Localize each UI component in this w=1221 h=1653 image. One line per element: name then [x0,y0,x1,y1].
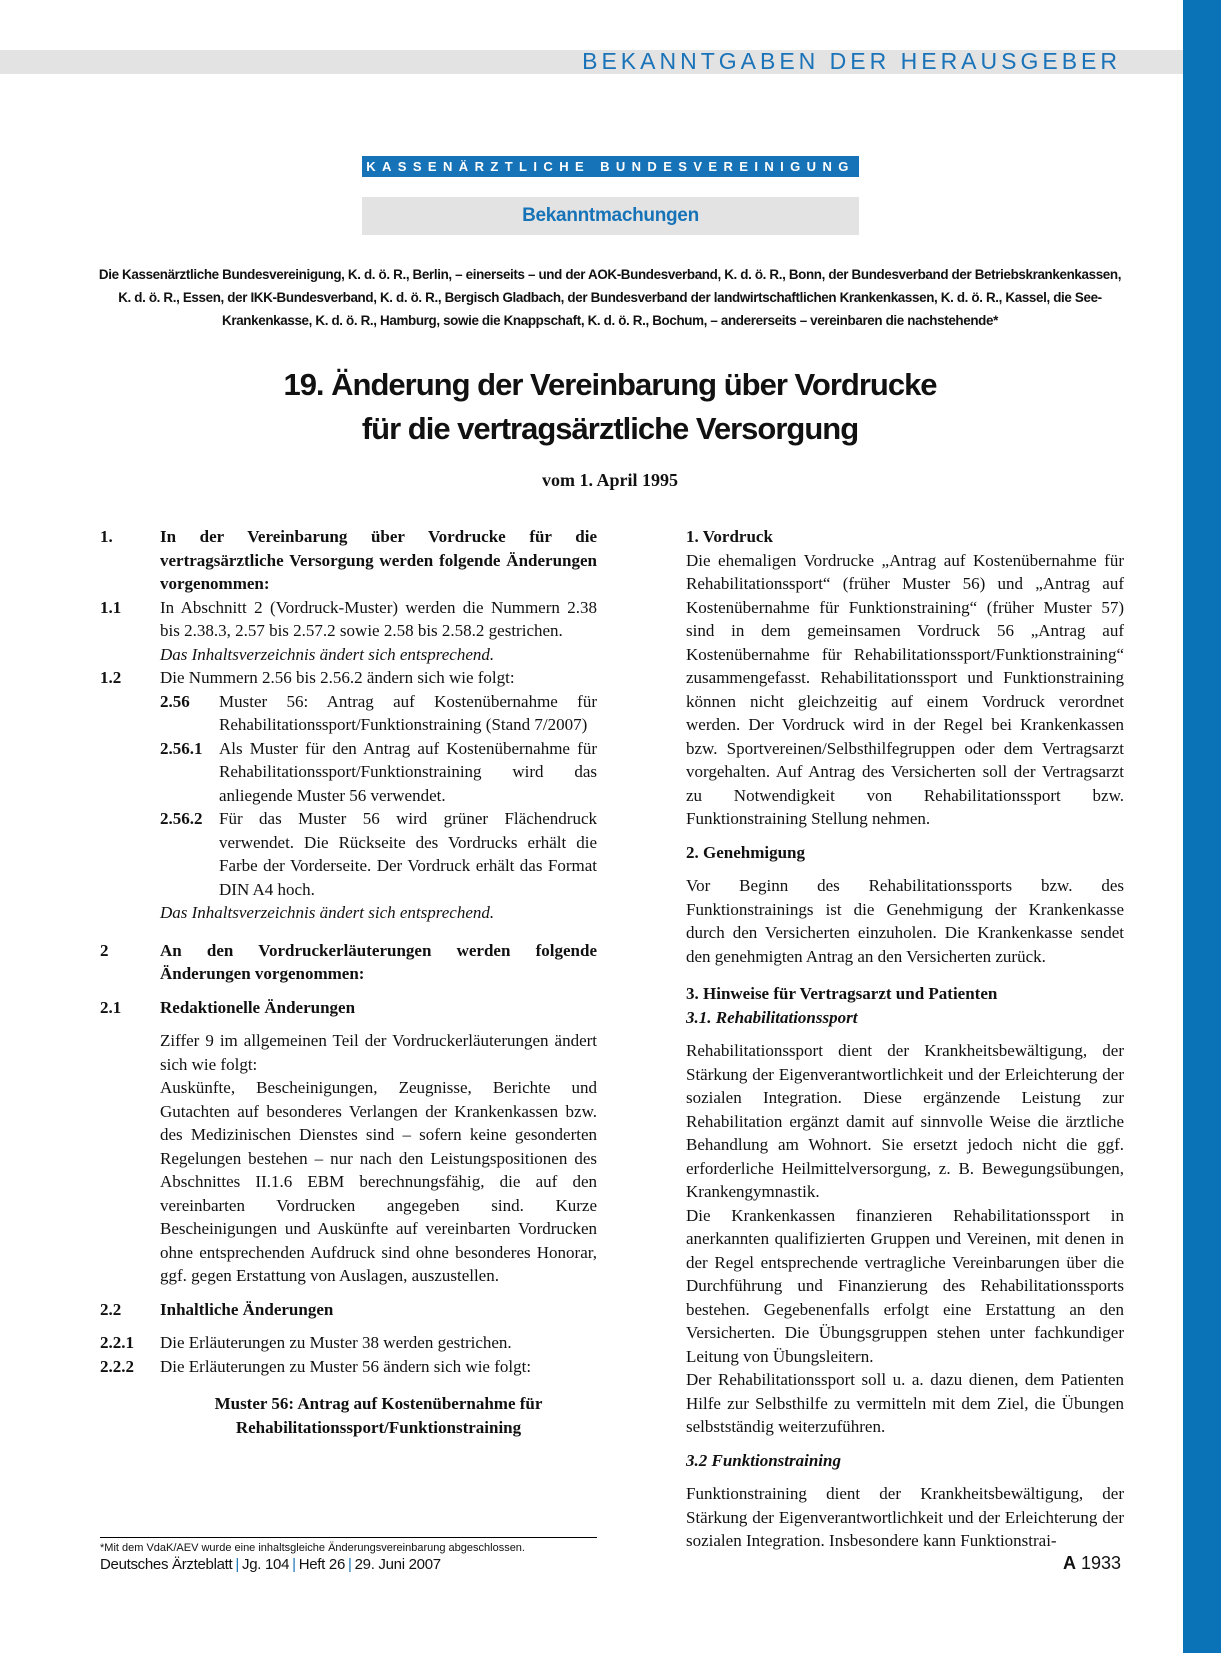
section-number: 2.2.1 [100,1333,134,1352]
journal-issue: Heft 26 [298,1556,345,1573]
right-column [686,525,1124,1553]
section-text: In der Vereinbarung über Vordrucke für die vertragsärztliche Versorgung werden folgende Änderungen vorgenommen: [160,527,597,593]
subheading: 1. Vordruck [686,527,773,546]
section-note: Das Inhaltsverzeichnis ändert sich entsprechend. [160,903,495,922]
section-text: Die Erläuterungen zu Muster 56 ändern sich wie folgt: [160,1356,532,1376]
section-note: Das Inhaltsverzeichnis ändert sich entsprechend. [160,644,495,664]
section-1-1 [100,596,597,643]
subheading-italic: 3.2 Funktionstraining [686,1450,841,1470]
page-number [1063,1553,1121,1574]
parties-paragraph: Die Kassenärztliche Bundesvereinigung, K. d. ö. R., Berlin, – einerseits – und der AOK-Bundesverband, K. d. ö. R., Bonn, der Bundesverband der Betriebskrankenkassen, K. d. ö. R., Essen, der IKK-Bundesverband, K. d. ö. R., Bergisch Gladbach, der Bundesverband der landwirtschaftlichen Krankenkassen, K. d. ö. R., Kassel, die See-Krankenkasse, K. d. ö. R., Hamburg, sowie die Knappschaft, K. d. ö. R., Bochum, – andererseits – vereinbaren die nachstehende* [98,267,1122,328]
section-2-2-2 [100,1355,597,1379]
section-title: Redaktionelle Änderungen [160,997,356,1017]
section-number: 2.2.2 [100,1356,134,1376]
section-1-2 [100,666,597,690]
section-paragraph: Ziffer 9 im allgemeinen Teil der Vordruckerläuterungen ändert sich wie folgt: [160,1031,597,1074]
title-line-2: für die vertragsärztliche Versorgung [361,411,859,446]
category-band: Bekanntmachungen [362,197,859,235]
section-1 [100,525,597,596]
section-number: 1.1 [100,597,122,617]
subheading: 3. Hinweise für Vertragsarzt und Patienten [686,984,998,1003]
section-2 [100,939,597,986]
form-heading: Muster 56: Antrag auf Kostenübernahme für Rehabilitationssport/Funktionstraining [214,1394,543,1437]
footnote-rule [100,1537,597,1538]
paragraph: Vor Beginn des Rehabilitationssports bzw. des Funktionstrainings ist die Genehmigung der Krankenkasse durch den Versicherten einzuholen. Die Krankenkasse sendet den genehmigten Antrag an den Versicherten zurück. [686,876,1124,966]
title-line-1: 19. Änderung der Vereinbarung über Vordrucke [283,367,937,402]
section-number: 2.1 [100,997,122,1017]
page-value: 1933 [1080,1553,1121,1573]
subsection-2-56-1 [160,737,597,808]
subsection-text: Muster 56: Antrag auf Kostenübernahme für Rehabilitationssport/Funktionstraining (Stand 7/2007) [219,691,597,734]
section-paragraph: Auskünfte, Bescheinigungen, Zeugnisse, Berichte und Gutachten auf besonderes Verlangen der Krankenkassen bzw. des Medizinischen Dienstes sind – sofern keine gesonderten Regelungen bestehen – nur nach den Leistungspositionen des Abschnittes II.1.6 EBM berechnungsfähig, die auf den vereinbarten Vordrucken angegeben sind. Kurze Bescheinigungen und Auskünfte auf vereinbarten Vordrucken ohne entsprechenden Aufdruck sind ohne besonderes Honorar, ggf. gegen Erstattung von Auslagen, auszustellen. [160,1078,597,1285]
subsection-number: 2.56.1 [160,738,203,758]
paragraph: Funktionstraining dient der Krankheitsbewältigung, der Stärkung der Eigenverantwortlichkeit und der Erleichterung der sozialen Integration. Insbesondere kann Funktionstrai- [686,1484,1124,1550]
section-number: 1.2 [100,668,122,687]
section-2-2 [100,1298,597,1322]
subsection-number: 2.56 [160,691,190,711]
section-2-1 [100,996,597,1020]
section-text: Die Nummern 2.56 bis 2.56.2 ändern sich wie folgt: [160,668,515,687]
section-number: 2 [100,940,109,960]
section-text: An den Vordruckerläuterungen werden folgende Änderungen vorgenommen: [160,940,597,983]
section-title: Inhaltliche Änderungen [160,1299,334,1319]
side-accent-bar [1183,0,1221,1653]
footnote: *Mit dem VdaK/AEV wurde eine inhaltsgleiche Änderungsvereinbarung abgeschlossen. [100,1542,525,1554]
section-text: Die Erläuterungen zu Muster 38 werden gestrichen. [160,1333,512,1352]
section-text: In Abschnitt 2 (Vordruck-Muster) werden die Nummern 2.38 bis 2.38.3, 2.57 bis 2.57.2 sowie 2.58 bis 2.58.2 gestrichen. [160,597,597,640]
journal-citation: Deutsches Ärzteblatt | Jg. 104 | Heft 26 | 29. Juni 2007 [100,1556,441,1573]
subheading-italic: 3.1. Rehabilitationssport [686,1007,858,1027]
section-heading: BEKANNTGABEN DER HERAUSGEBER [582,48,1121,74]
paragraph: Rehabilitationssport dient der Krankheitsbewältigung, der Stärkung der Eigenverantwortlichkeit und der Erleichterung der sozialen Integration. Diese ergänzende Leistung zur Rehabilitation ergänzt damit auf sinnvolle Weise die ärztliche Behandlung am Wohnort. Sie ersetzt jedoch nicht die ggf. erforderliche Heilmittelversorgung, z. B. Bewegungsübungen, Krankengymnastik. [686,1041,1124,1201]
journal-name: Deutsches Ärzteblatt [100,1556,233,1573]
subsection-text: Für das Muster 56 wird grüner Flächendruck verwendet. Die Rückseite des Vordrucks erhält die Farbe der Vorderseite. Der Vordruck erhält das Format DIN A4 hoch. [219,809,597,899]
journal-volume: Jg. 104 [242,1556,290,1573]
page-prefix: A [1062,1553,1076,1573]
subsection-number: 2.56.2 [160,809,203,828]
paragraph: Die Krankenkassen finanzieren Rehabilitationssport in anerkannten qualifizierten Gruppen und Vereinen, mit denen in der Regel entsprechende vertragliche Vereinbarungen über die Durchführung und Finanzierung des Rehabilitationssports bestehen. Gegebenenfalls erfolgt eine Erstattung an den Versicherten. Die Übungsgruppen stehen unter fachkundiger Leitung von Übungsleitern. [686,1205,1124,1366]
paragraph: Die ehemaligen Vordrucke „Antrag auf Kostenübernahme für Rehabilitationssport“ (früher Muster 56) und „Antrag auf Kostenübernahme für Funktionstraining“ (früher Muster 57) sind in dem gemeinsamen Vordruck 56 „Antrag auf Kostenübernahme für Rehabilitationssport/Funktionstraining“ zusammengefasst. Rehabilitationssport und Funktionstraining können nicht gleichzeitig auf einem Vordruck verordnet werden. Der Vordruck wird in der Regel bei Krankenkassen bzw. Sportvereinen/Selbsthilfegruppen oder dem Vertragsarzt vorgehalten. Auf Antrag des Versicherten soll der Vertragsarzt zu Notwendigkeit von Rehabilitationssport bzw. Funktionstraining Stellung nehmen. [686,550,1124,828]
section-number: 1. [100,527,113,546]
organization-band: KASSENÄRZTLICHE BUNDESVEREINIGUNG [362,156,859,177]
subsection-2-56-2 [160,807,597,901]
page-title [150,363,1070,451]
journal-date: 29. Juni 2007 [354,1556,441,1573]
paragraph: Der Rehabilitationssport soll u. a. dazu dienen, dem Patienten Hilfe zur Selbsthilfe zu vermitteln mit dem Ziel, die Übungen selbstständig weiterzuführen. [686,1370,1124,1436]
agreement-date: vom 1. April 1995 [541,470,678,490]
section-2-2-1 [100,1331,597,1355]
subsection-2-56 [160,690,597,737]
section-number: 2.2 [100,1299,122,1319]
subsection-text: Als Muster für den Antrag auf Kostenübernahme für Rehabilitationssport/Funktionstraining wird das anliegende Muster 56 verwendet. [219,738,597,805]
subheading: 2. Genehmigung [686,842,806,862]
left-column [100,525,597,1439]
